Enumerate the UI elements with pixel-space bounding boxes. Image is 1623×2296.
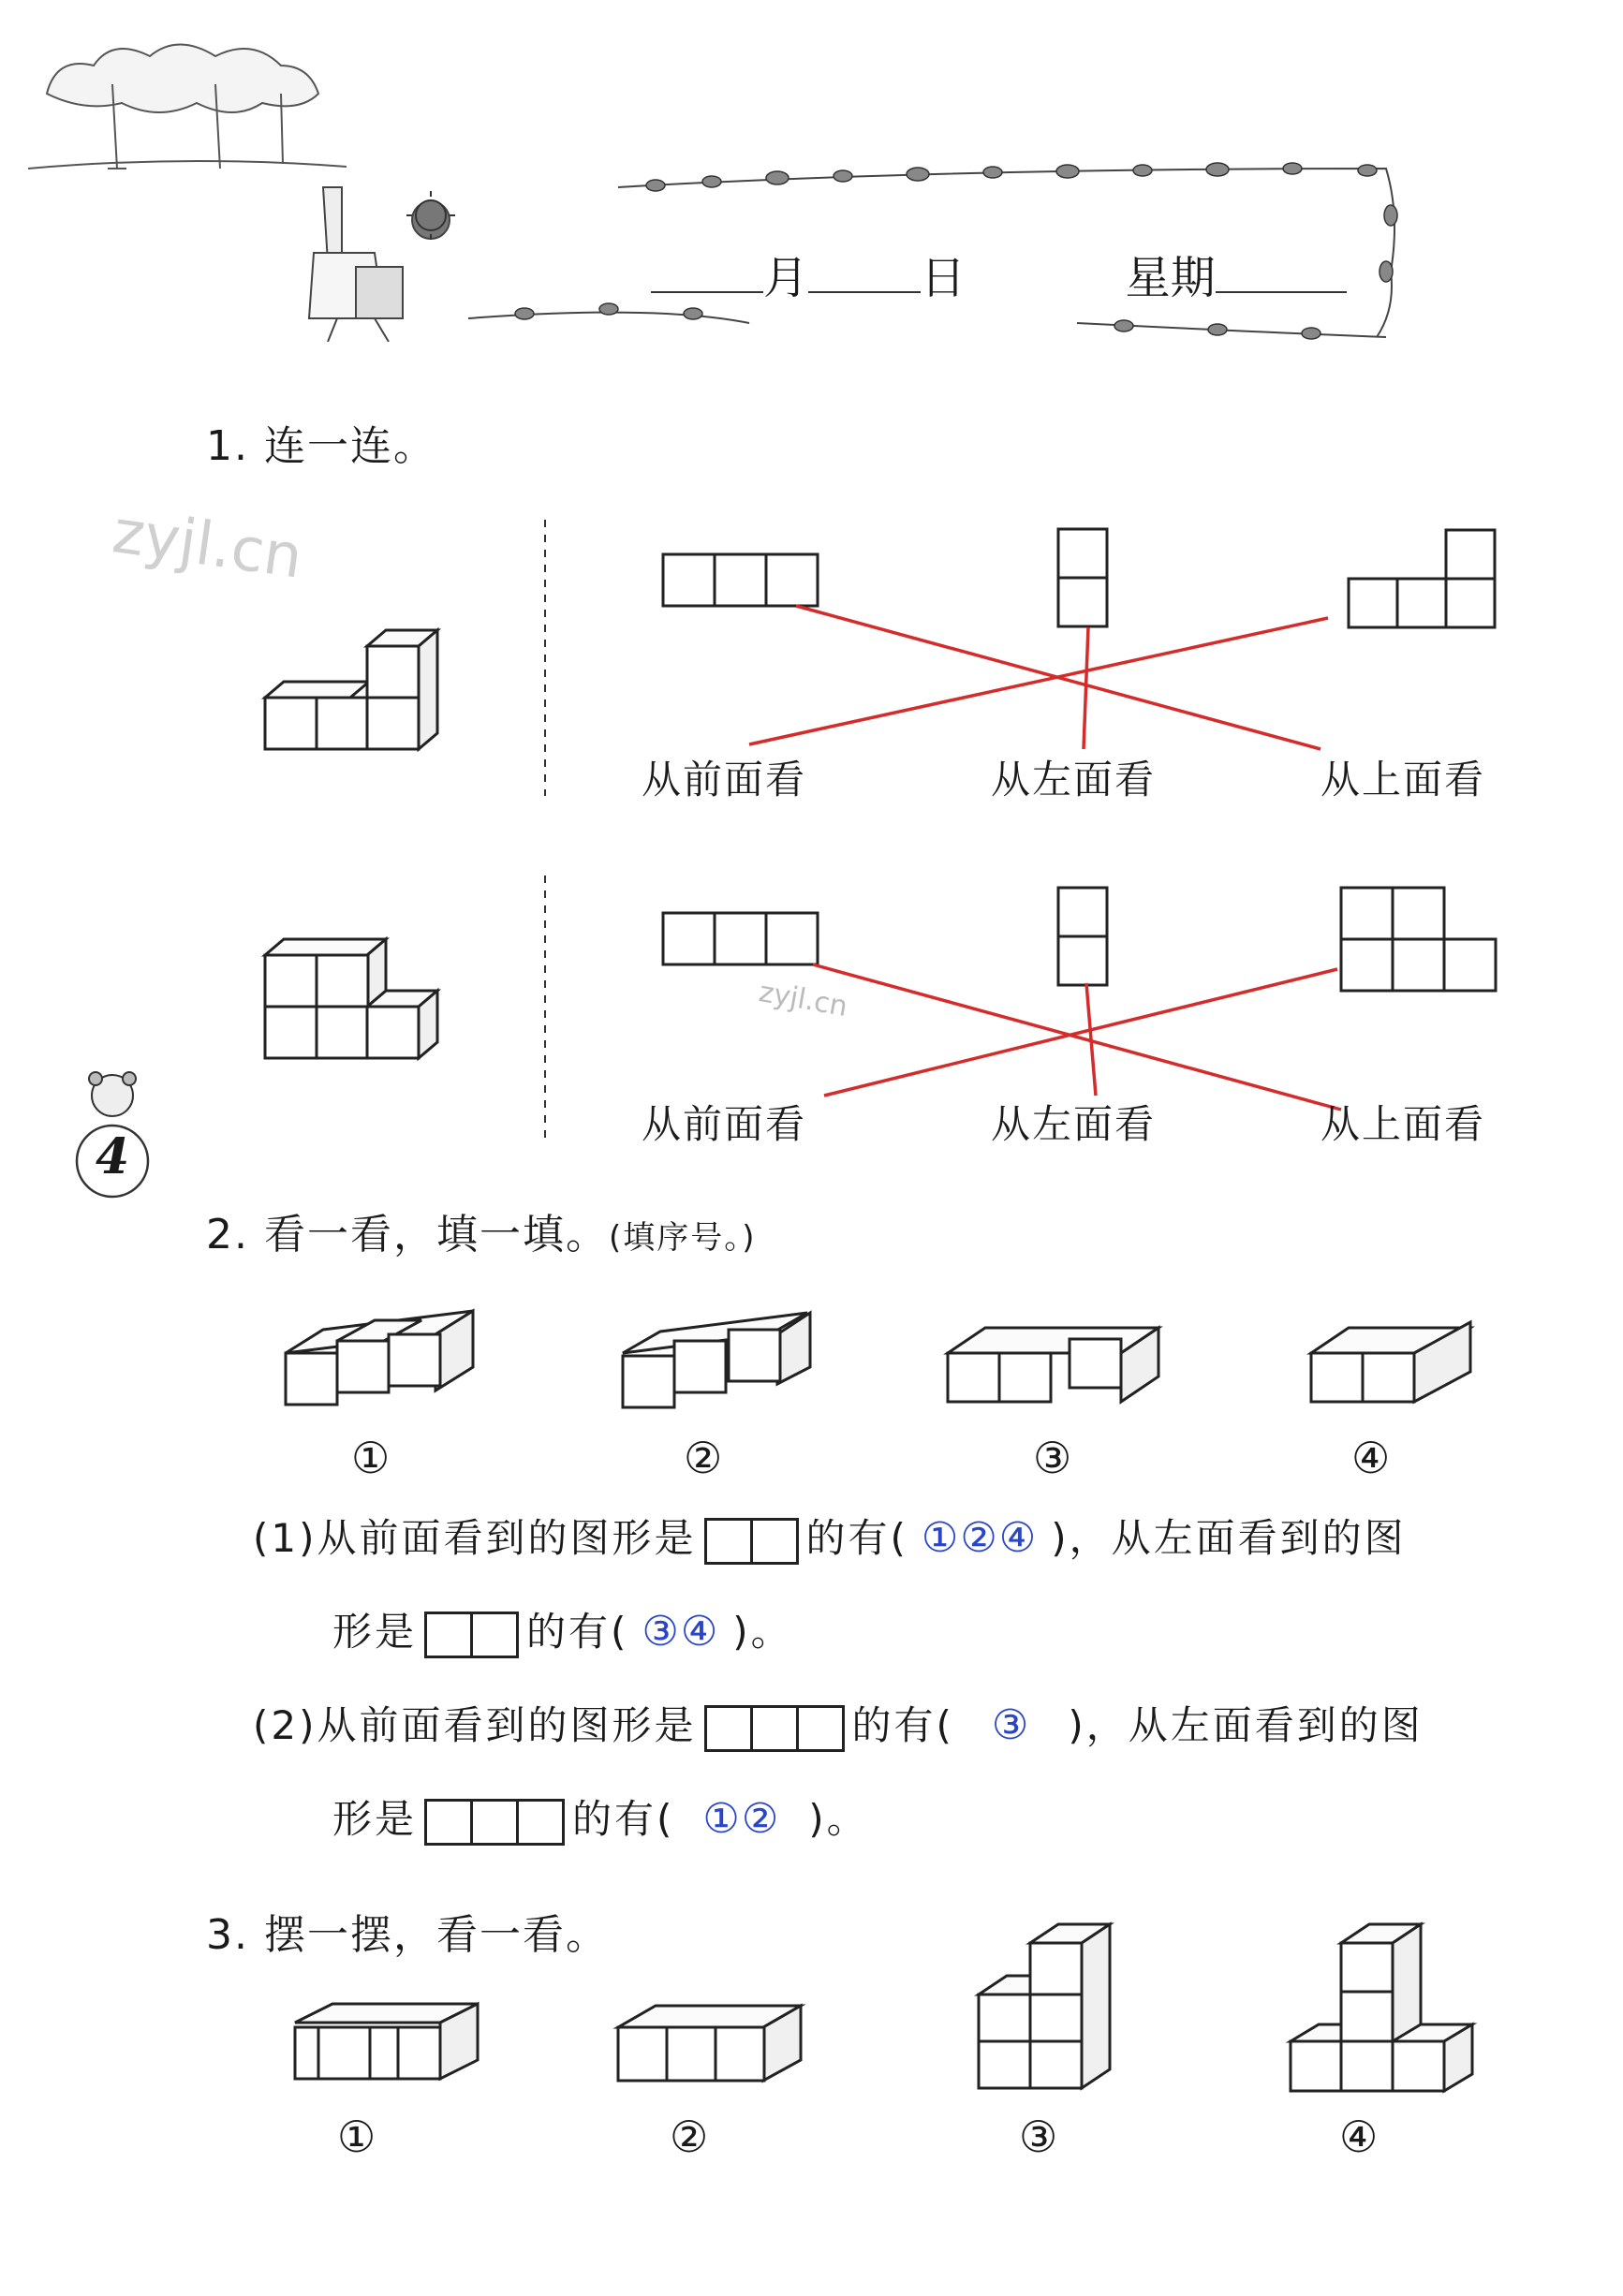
answer: ③ (991, 1701, 1031, 1749)
fig-number: ④ (1351, 1433, 1391, 1483)
answer: ①② (702, 1795, 781, 1843)
fig-number: ③ (1033, 1433, 1072, 1483)
fig-number: ④ (1339, 2112, 1379, 2162)
view-label-top: 从上面看 (1321, 757, 1486, 802)
weekday-label: 星期 (1125, 252, 1216, 304)
day-label: 日 (921, 252, 966, 304)
fig-number: ① (337, 2112, 376, 2162)
q3-solid-1 (295, 2004, 478, 2079)
q3-solid-3 (979, 1924, 1110, 2088)
q2-part1-line1: (1)从前面看到的图形是 的有( ①②④ )，从左面看到的图 (253, 1508, 1407, 1565)
month-label: 月 (763, 252, 809, 304)
fig-number: ② (684, 1433, 723, 1483)
q2-part2-line1: (2)从前面看到的图形是 的有( ③ )，从左面看到的图 (253, 1695, 1424, 1752)
view-label-front: 从前面看 (642, 1101, 807, 1147)
fig-number: ③ (1019, 2112, 1058, 2162)
q2-title: 2. 看一看，填一填。(填序号。) (206, 1211, 757, 1258)
view-label-left: 从左面看 (991, 1101, 1157, 1147)
view-label-top: 从上面看 (1321, 1101, 1486, 1147)
q3-title: 3. 摆一摆，看一看。 (206, 1911, 609, 1959)
view-label-left: 从左面看 (991, 757, 1157, 802)
answer: ①②④ (921, 1514, 1039, 1562)
q2-title-note: (填序号。) (608, 1219, 757, 1257)
watermark: zyjl.cn (108, 497, 307, 593)
q1-title: 1. 连一连。 (206, 422, 436, 470)
q3-solid-2 (618, 2006, 801, 2081)
answer: ③④ (642, 1608, 720, 1656)
view-label-front: 从前面看 (642, 757, 807, 802)
q3-solid-4 (1291, 1924, 1472, 2091)
page-number: 4 (96, 1128, 130, 1185)
fig-number: ② (670, 2112, 709, 2162)
q2-part1-line2: 形是 的有( ③④ )。 (332, 1601, 793, 1658)
watermark: zyjl.cn (756, 975, 850, 1024)
fig-number: ① (351, 1433, 391, 1483)
q2-part2-line2: 形是 的有( ①② )。 (332, 1788, 869, 1846)
